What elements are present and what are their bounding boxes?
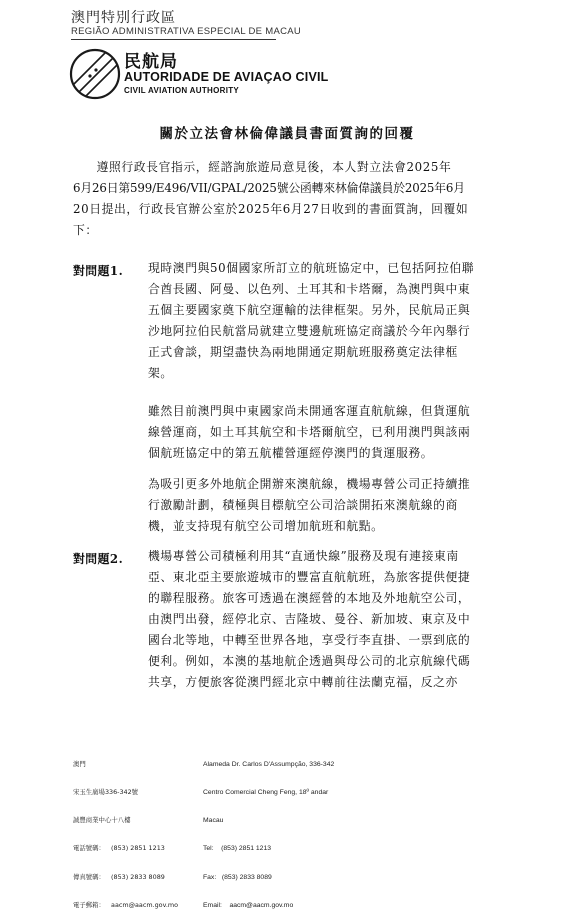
document-title: 關於立法會林倫偉議員書面質詢的回覆 bbox=[159, 126, 415, 142]
text-line: 行激勵計劃，積極與目標航空公司洽談開拓來澳航線的商 bbox=[148, 498, 458, 512]
text-line: 亞、東北亞主要旅遊城市的豐富直航航班，為旅客提供便捷 bbox=[148, 570, 471, 584]
region-name-pt: REGIÃO ADMINISTRATIVA ESPECIAL DE MACAU bbox=[71, 26, 302, 37]
text-line: 架。 bbox=[148, 366, 173, 380]
footer-line: Alameda Dr. Carlos D'Assumpção, 336-342 bbox=[203, 760, 335, 768]
text-line: 機場專營公司積極利用其“直通快線”服務及現有連接東南 bbox=[148, 549, 459, 563]
footer-address-zh bbox=[73, 741, 178, 920]
text-line: 五個主要國家奠下航空運輸的法律框架。另外，民航局正與 bbox=[148, 303, 471, 317]
question-1-paragraph-2 bbox=[148, 401, 507, 464]
region-name-zh: 澳門特別行政區 bbox=[71, 10, 176, 26]
footer-email: Email: aacm@aacm.gov.mo bbox=[203, 901, 294, 909]
text-line: 由澳門出發，經停北京、吉隆坡、曼谷、新加坡、東京及中 bbox=[148, 612, 471, 626]
text-line: 現時澳門與50個國家所訂立的航班協定中，已包括阿拉伯聯 bbox=[148, 261, 475, 275]
text-line: 正式會談，期望盡快為兩地開通定期航班服務奠定法律框 bbox=[148, 345, 458, 359]
text-line: 國台北等地，中轉至世界各地，享受行李直掛、一票到底的 bbox=[148, 633, 471, 647]
organization-name-zh: 民航局 bbox=[124, 52, 178, 72]
text-line: 共享，方便旅客從澳門經北京中轉前往法蘭克福，反之亦 bbox=[148, 675, 458, 689]
footer-line: 澳門 bbox=[73, 759, 86, 768]
question-1-label: 對問題1. bbox=[73, 264, 124, 278]
footer-email: 電子郵箱： aacm@aacm.gov.mo bbox=[73, 900, 179, 909]
intro-line: 6月26日第599/E496/VII/GPAL/2025號公函轉來林倫偉議員於2025年6月 bbox=[73, 181, 465, 195]
text-line: 沙地阿拉伯民航當局就建立雙邊航班協定商議於今年內舉行 bbox=[148, 324, 471, 338]
header-divider bbox=[71, 39, 276, 40]
footer-fax: 傳真號碼： (853) 2833 8089 bbox=[73, 872, 165, 881]
organization-name-pt: AUTORIDADE DE AVIAÇAO CIVIL bbox=[124, 70, 329, 84]
footer-fax: Fax: (853) 2833 8089 bbox=[203, 873, 272, 881]
text-line: 的聯程服務。旅客可透過在澳經營的本地及外地航空公司， bbox=[148, 591, 471, 605]
organization-name-en: CIVIL AVIATION AUTHORITY bbox=[124, 86, 240, 95]
intro-line: 下： bbox=[73, 223, 98, 237]
footer-line: Centro Comercial Cheng Feng, 18º andar bbox=[203, 789, 329, 797]
footer-line: 宋玉生廣場336-342號 bbox=[73, 788, 139, 797]
text-line: 為吸引更多外地航企開辦來澳航線，機場專營公司正持續推 bbox=[148, 477, 471, 491]
text-line: 線營運商，如土耳其航空和卡塔爾航空，已利用澳門與該兩 bbox=[148, 425, 471, 439]
text-line: 雖然目前澳門與中東國家尚未開通客運直航航線，但貨運航 bbox=[148, 404, 471, 418]
question-2-paragraph-1 bbox=[148, 546, 507, 693]
footer-line: 誠豐商業中心十八樓 bbox=[73, 816, 131, 825]
footer-phone: Tel: (853) 2851 1213 bbox=[203, 845, 272, 853]
text-line: 便利。例如，本澳的基地航企透過與母公司的北京航線代碼 bbox=[148, 654, 471, 668]
footer-line: Macau bbox=[203, 817, 224, 825]
intro-line: 遵照行政長官指示，經諮詢旅遊局意見後，本人對立法會2025年 bbox=[96, 160, 452, 174]
footer-phone: 電話號碼： (853) 2851 1213 bbox=[73, 844, 165, 853]
text-line: 個航班協定中的第五航權營運經停澳門的貨運服務。 bbox=[148, 446, 434, 460]
question-1-paragraph-3 bbox=[148, 474, 507, 537]
intro-paragraph bbox=[73, 157, 505, 241]
question-2-label: 對問題2. bbox=[73, 552, 124, 566]
intro-line: 20日提出，行政長官辦公室於2025年6月27日收到的書面質詢，回覆如 bbox=[73, 202, 469, 216]
question-1-paragraph-1 bbox=[148, 258, 507, 384]
civil-aviation-authority-emblem-icon bbox=[69, 48, 121, 100]
text-line: 機，並支持現有航空公司增加航班和航點。 bbox=[148, 519, 384, 533]
footer-address-pt bbox=[203, 741, 334, 920]
text-line: 合酋長國、阿曼、以色列、土耳其和卡塔爾，為澳門與中東 bbox=[148, 282, 471, 296]
